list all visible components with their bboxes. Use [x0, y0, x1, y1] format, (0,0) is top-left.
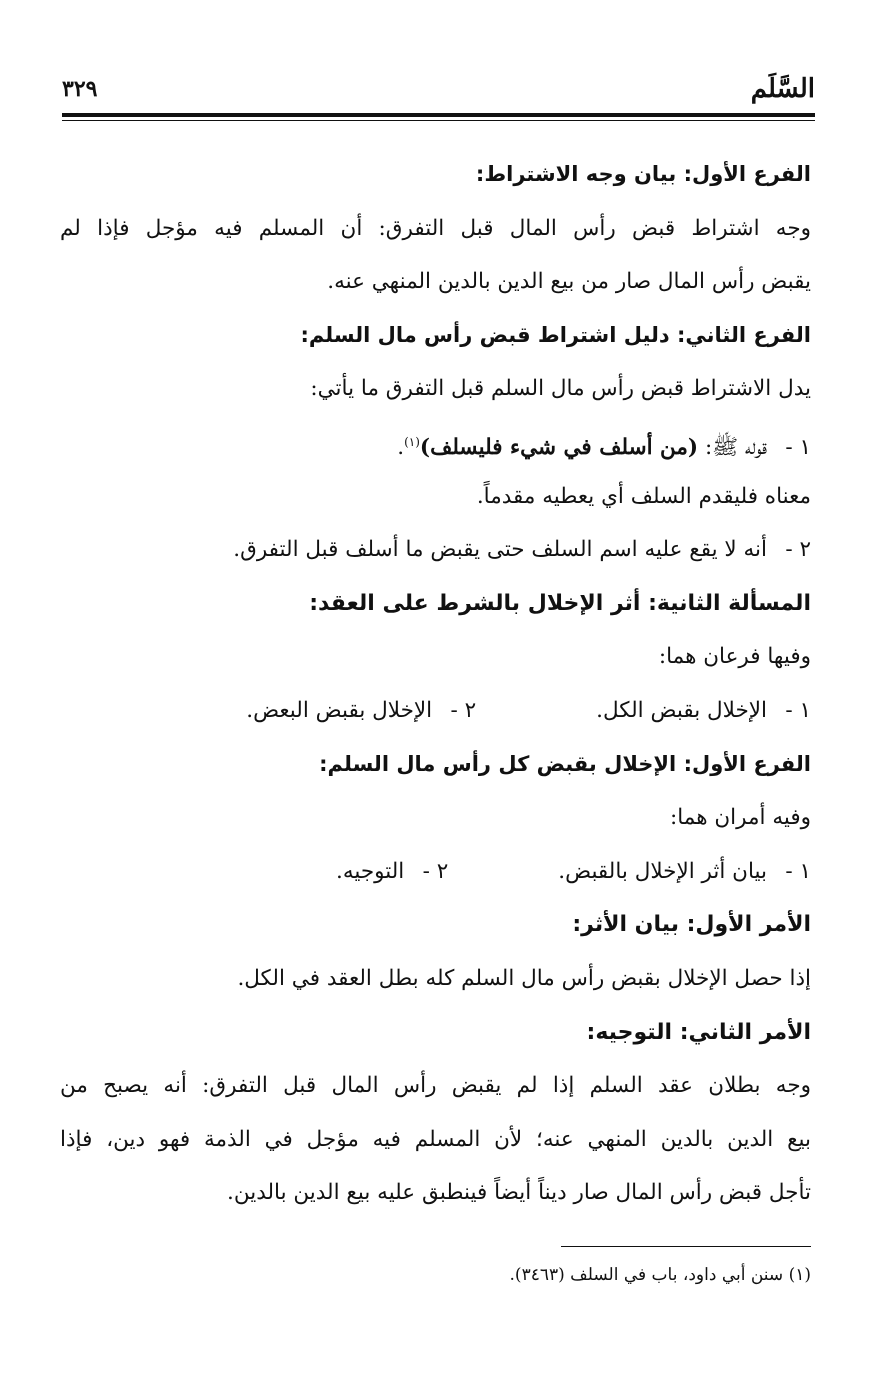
- page-header: [62, 68, 815, 112]
- paragraph-line: تأجل قبض رأس المال صار ديناً أيضاً فينطبق عليه بيع الدين بالدين.: [227, 1180, 811, 1206]
- paragraph-line: وفيها فرعان هما:: [658, 644, 811, 670]
- list-number: ٢ -: [785, 537, 811, 563]
- list-text: الإخلال بقبض الكل.: [596, 697, 767, 723]
- page-number: ٣٢٩: [62, 76, 98, 102]
- list-number: ٢ -: [422, 858, 449, 884]
- subheading: الفرع الأول: بيان وجه الاشتراط:: [475, 162, 811, 186]
- footnote-ref[interactable]: (١): [404, 434, 420, 449]
- paragraph-line: وفيه أمران هما:: [669, 805, 811, 831]
- subheading: الفرع الثاني: دليل اشتراط قبض رأس مال السلم:: [300, 322, 811, 347]
- body-text: [60, 148, 811, 1220]
- hadith-intro: قوله ﷺ:: [698, 435, 767, 461]
- hadith-quote: (من أسلف في شيء فليسلف): [419, 435, 699, 461]
- list-item: [60, 523, 811, 577]
- paragraph-line: بيع الدين بالدين المنهي عنه؛ لأن المسلم فيه مؤجل في الذمة فهو دين، فإذا: [60, 1126, 811, 1152]
- footnote-rule: [561, 1246, 811, 1247]
- list-number: ١ -: [785, 435, 811, 461]
- list-text: الإخلال بقبض البعض.: [246, 697, 433, 723]
- header-rule-thin: [62, 120, 815, 121]
- footnote: (١) سنن أبي داود، باب في السلف (٣٤٦٣).: [509, 1265, 811, 1285]
- list-item-pair: [60, 845, 811, 899]
- header-rule-thick: [62, 113, 815, 117]
- subheading: الفرع الأول: الإخلال بقبض كل رأس مال السلم:: [319, 751, 811, 776]
- section-heading: المسألة الثانية: أثر الإخلال بالشرط على العقد:: [309, 590, 811, 616]
- list-item-pair: [60, 684, 811, 738]
- subheading: الأمر الأول: بيان الأثر:: [572, 912, 811, 938]
- list-text: التوجيه.: [336, 858, 405, 884]
- list-number: ١ -: [785, 858, 811, 884]
- list-number: ١ -: [785, 697, 811, 723]
- paragraph-line: إذا حصل الإخلال بقبض رأس مال السلم كله بطل العقد في الكل.: [237, 965, 811, 991]
- paragraph-line: يدل الاشتراط قبض رأس مال السلم قبل التفرق ما يأتي:: [310, 376, 811, 402]
- paragraph-line: يقبض رأس المال صار من بيع الدين بالدين المنهي عنه.: [327, 269, 811, 295]
- subheading: الأمر الثاني: التوجيه:: [586, 1019, 811, 1045]
- list-text: أنه لا يقع عليه اسم السلف حتى يقبض ما أسلف قبل التفرق.: [233, 537, 767, 563]
- running-title: السَّلَم: [750, 74, 815, 104]
- list-text: بيان أثر الإخلال بالقبض.: [558, 858, 767, 884]
- paragraph-line: معناه فليقدم السلف أي يعطيه مقدماً.: [476, 483, 811, 509]
- list-number: ٢ -: [450, 697, 477, 723]
- paragraph-line: وجه بطلان عقد السلم إذا لم يقبض رأس المال قبل التفرق: أنه يصبح من: [60, 1073, 811, 1099]
- list-item: ١ -قوله ﷺ: (من أسلف في شيء فليسلف)$^{(١)}$.: [60, 416, 811, 470]
- paragraph-line: وجه اشتراط قبض رأس المال قبل التفرق: أن المسلم فيه مؤجل فإذا لم: [60, 215, 811, 241]
